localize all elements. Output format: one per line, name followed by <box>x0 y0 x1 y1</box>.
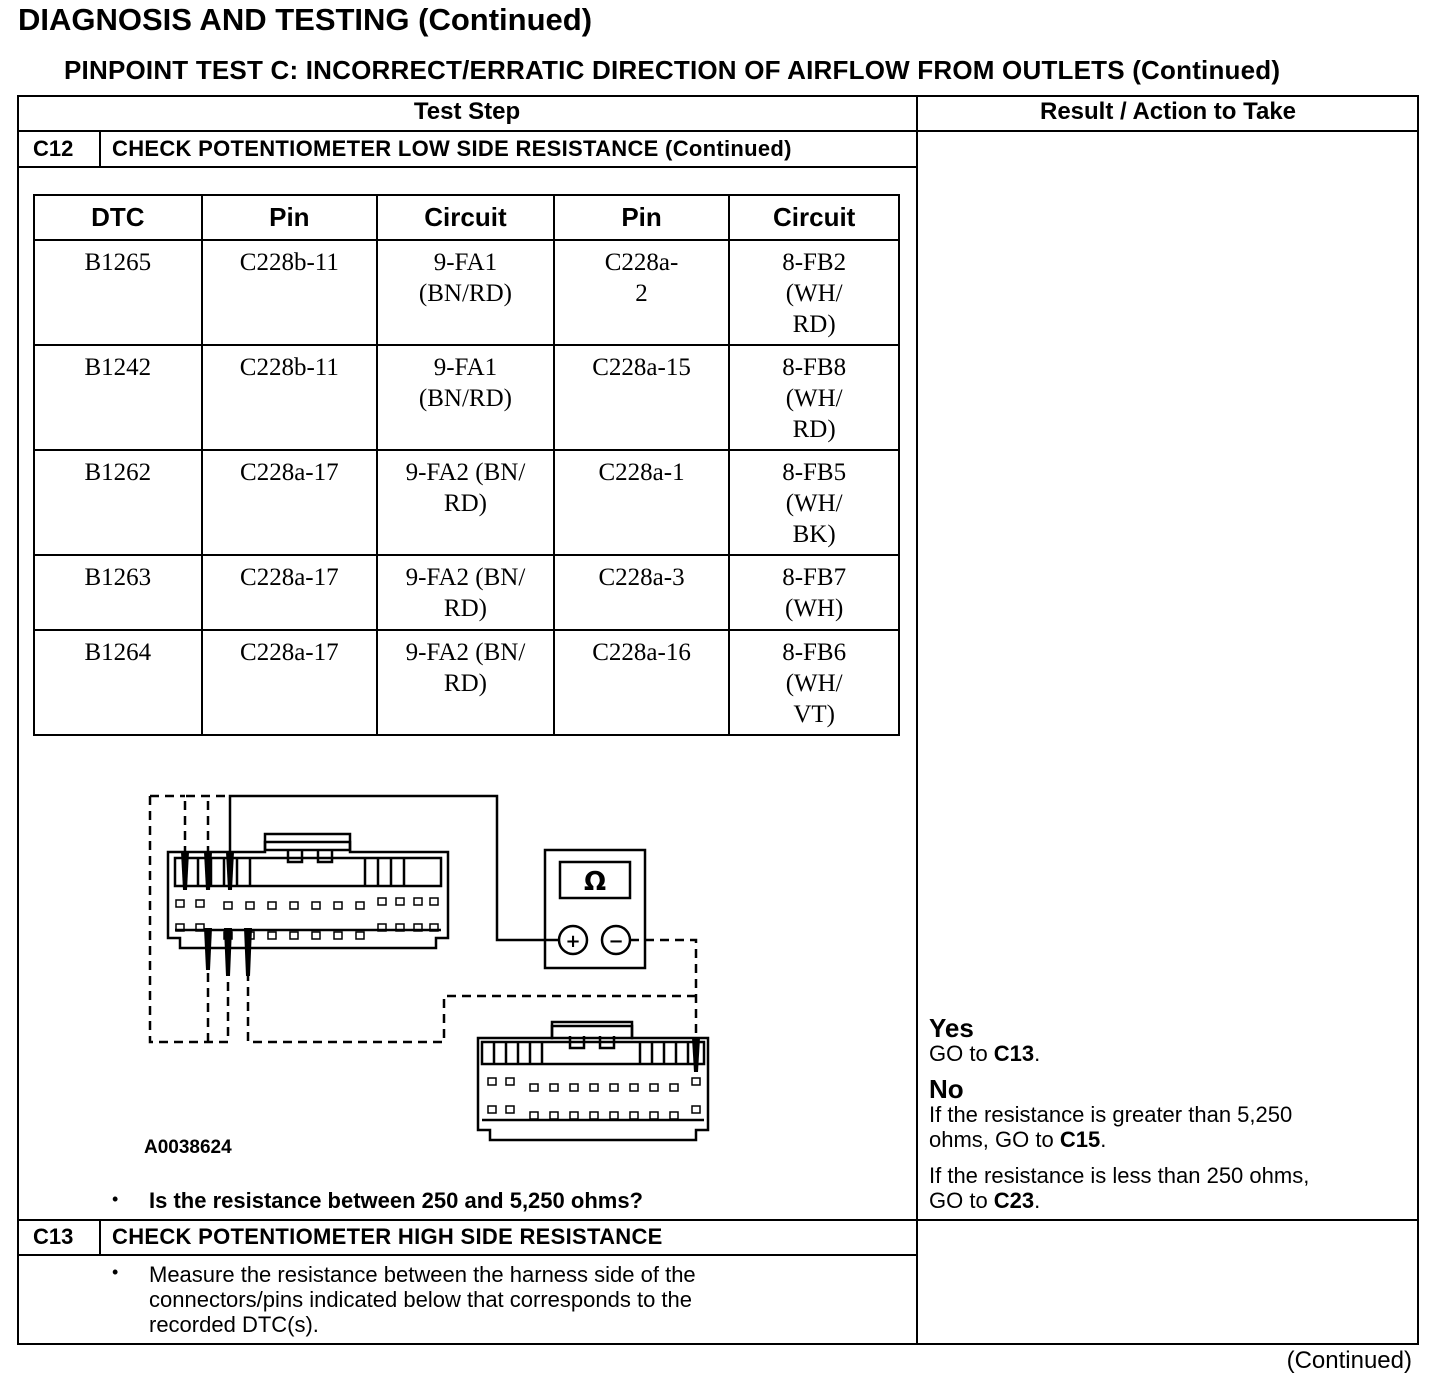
c13-instruction: Measure the resistance between the harness side of the connectors/pins indicated below that corresponds to the recorded DTC(s). <box>149 1262 696 1337</box>
result-yes-label: Yes <box>929 1013 974 1043</box>
header-rule <box>17 130 1419 132</box>
c13-title-rule <box>17 1254 918 1256</box>
table-cell: B1264 <box>34 630 202 735</box>
c12-step-id: C12 <box>33 136 74 161</box>
table-cell: 9-FA1 (BN/RD) <box>377 345 554 450</box>
c12-question: Is the resistance between 250 and 5,250 ohms? <box>149 1188 643 1213</box>
table-cell: 9-FA1 (BN/RD) <box>377 240 554 345</box>
wiring-diagram <box>140 790 720 1150</box>
ohm-symbol: Ω <box>583 867 607 897</box>
table-cell: C228a-15 <box>554 345 730 450</box>
page-title: DIAGNOSIS AND TESTING (Continued) <box>18 2 593 37</box>
dashed-leads <box>150 796 696 1042</box>
bullet-icon: • <box>112 1262 119 1282</box>
c12-title-rule <box>17 166 918 168</box>
table-cell: 9-FA2 (BN/ RD) <box>377 450 554 555</box>
bullet-icon: • <box>112 1189 119 1209</box>
figure-id: A0038624 <box>144 1137 232 1158</box>
c13-id-divider <box>99 1219 101 1255</box>
table-row <box>34 630 899 735</box>
table-row <box>34 345 899 450</box>
table-cell: 9-FA2 (BN/ RD) <box>377 555 554 630</box>
table-row <box>34 240 899 345</box>
table-cell: 8-FB8 (WH/ RD) <box>729 345 899 450</box>
table-cell: B1263 <box>34 555 202 630</box>
table-cell: C228a-1 <box>554 450 730 555</box>
table-cell: 8-FB7 (WH) <box>729 555 899 630</box>
c12-id-divider <box>99 130 101 167</box>
table-cell: 9-FA2 (BN/ RD) <box>377 630 554 735</box>
table-header-row <box>34 195 899 240</box>
column-divider <box>916 95 918 1345</box>
result-no-text-1: If the resistance is greater than 5,250 ohms, GO to C15. <box>929 1102 1293 1152</box>
result-no-text-2: If the resistance is less than 250 ohms, GO to C23. <box>929 1163 1310 1213</box>
positive-lead <box>230 796 559 940</box>
section-title: PINPOINT TEST C: INCORRECT/ERRATIC DIRECTION OF AIRFLOW FROM OUTLETS (Continued) <box>64 55 1281 85</box>
table-row <box>34 450 899 555</box>
col-header-pin: Pin <box>202 195 378 240</box>
table-cell: C228b-11 <box>202 240 378 345</box>
result-yes-text: GO to C13. <box>929 1041 1041 1066</box>
c13-step-title: CHECK POTENTIOMETER HIGH SIDE RESISTANCE <box>112 1224 663 1249</box>
table-cell: B1265 <box>34 240 202 345</box>
table-cell: B1242 <box>34 345 202 450</box>
c13-top-rule <box>17 1219 1419 1221</box>
plus-terminal-label: + <box>565 931 581 952</box>
table-cell: C228a-17 <box>202 555 378 630</box>
header-test-step: Test Step <box>413 98 521 125</box>
c12-step-title: CHECK POTENTIOMETER LOW SIDE RESISTANCE (Continued) <box>112 136 792 161</box>
result-no-label: No <box>929 1074 964 1104</box>
col-header-circuit: Circuit <box>729 195 899 240</box>
col-header-pin: Pin <box>554 195 730 240</box>
table-cell: C228a- 2 <box>554 240 730 345</box>
col-header-dtc: DTC <box>34 195 202 240</box>
connector-b-icon <box>478 1022 708 1140</box>
table-cell: C228a-16 <box>554 630 730 735</box>
table-cell: C228a-3 <box>554 555 730 630</box>
table-cell: 8-FB6 (WH/ VT) <box>729 630 899 735</box>
continued-footer: (Continued) <box>1286 1347 1412 1374</box>
table-cell: C228b-11 <box>202 345 378 450</box>
c13-step-id: C13 <box>33 1224 74 1249</box>
header-result: Result / Action to Take <box>1039 98 1297 125</box>
table-cell: C228a-17 <box>202 630 378 735</box>
table-cell: B1262 <box>34 450 202 555</box>
dtc-pin-table <box>33 194 900 736</box>
table-row <box>34 555 899 630</box>
col-header-circuit: Circuit <box>377 195 554 240</box>
table-cell: 8-FB5 (WH/ BK) <box>729 450 899 555</box>
minus-terminal-label: − <box>608 931 624 952</box>
table-cell: 8-FB2 (WH/ RD) <box>729 240 899 345</box>
table-cell: C228a-17 <box>202 450 378 555</box>
